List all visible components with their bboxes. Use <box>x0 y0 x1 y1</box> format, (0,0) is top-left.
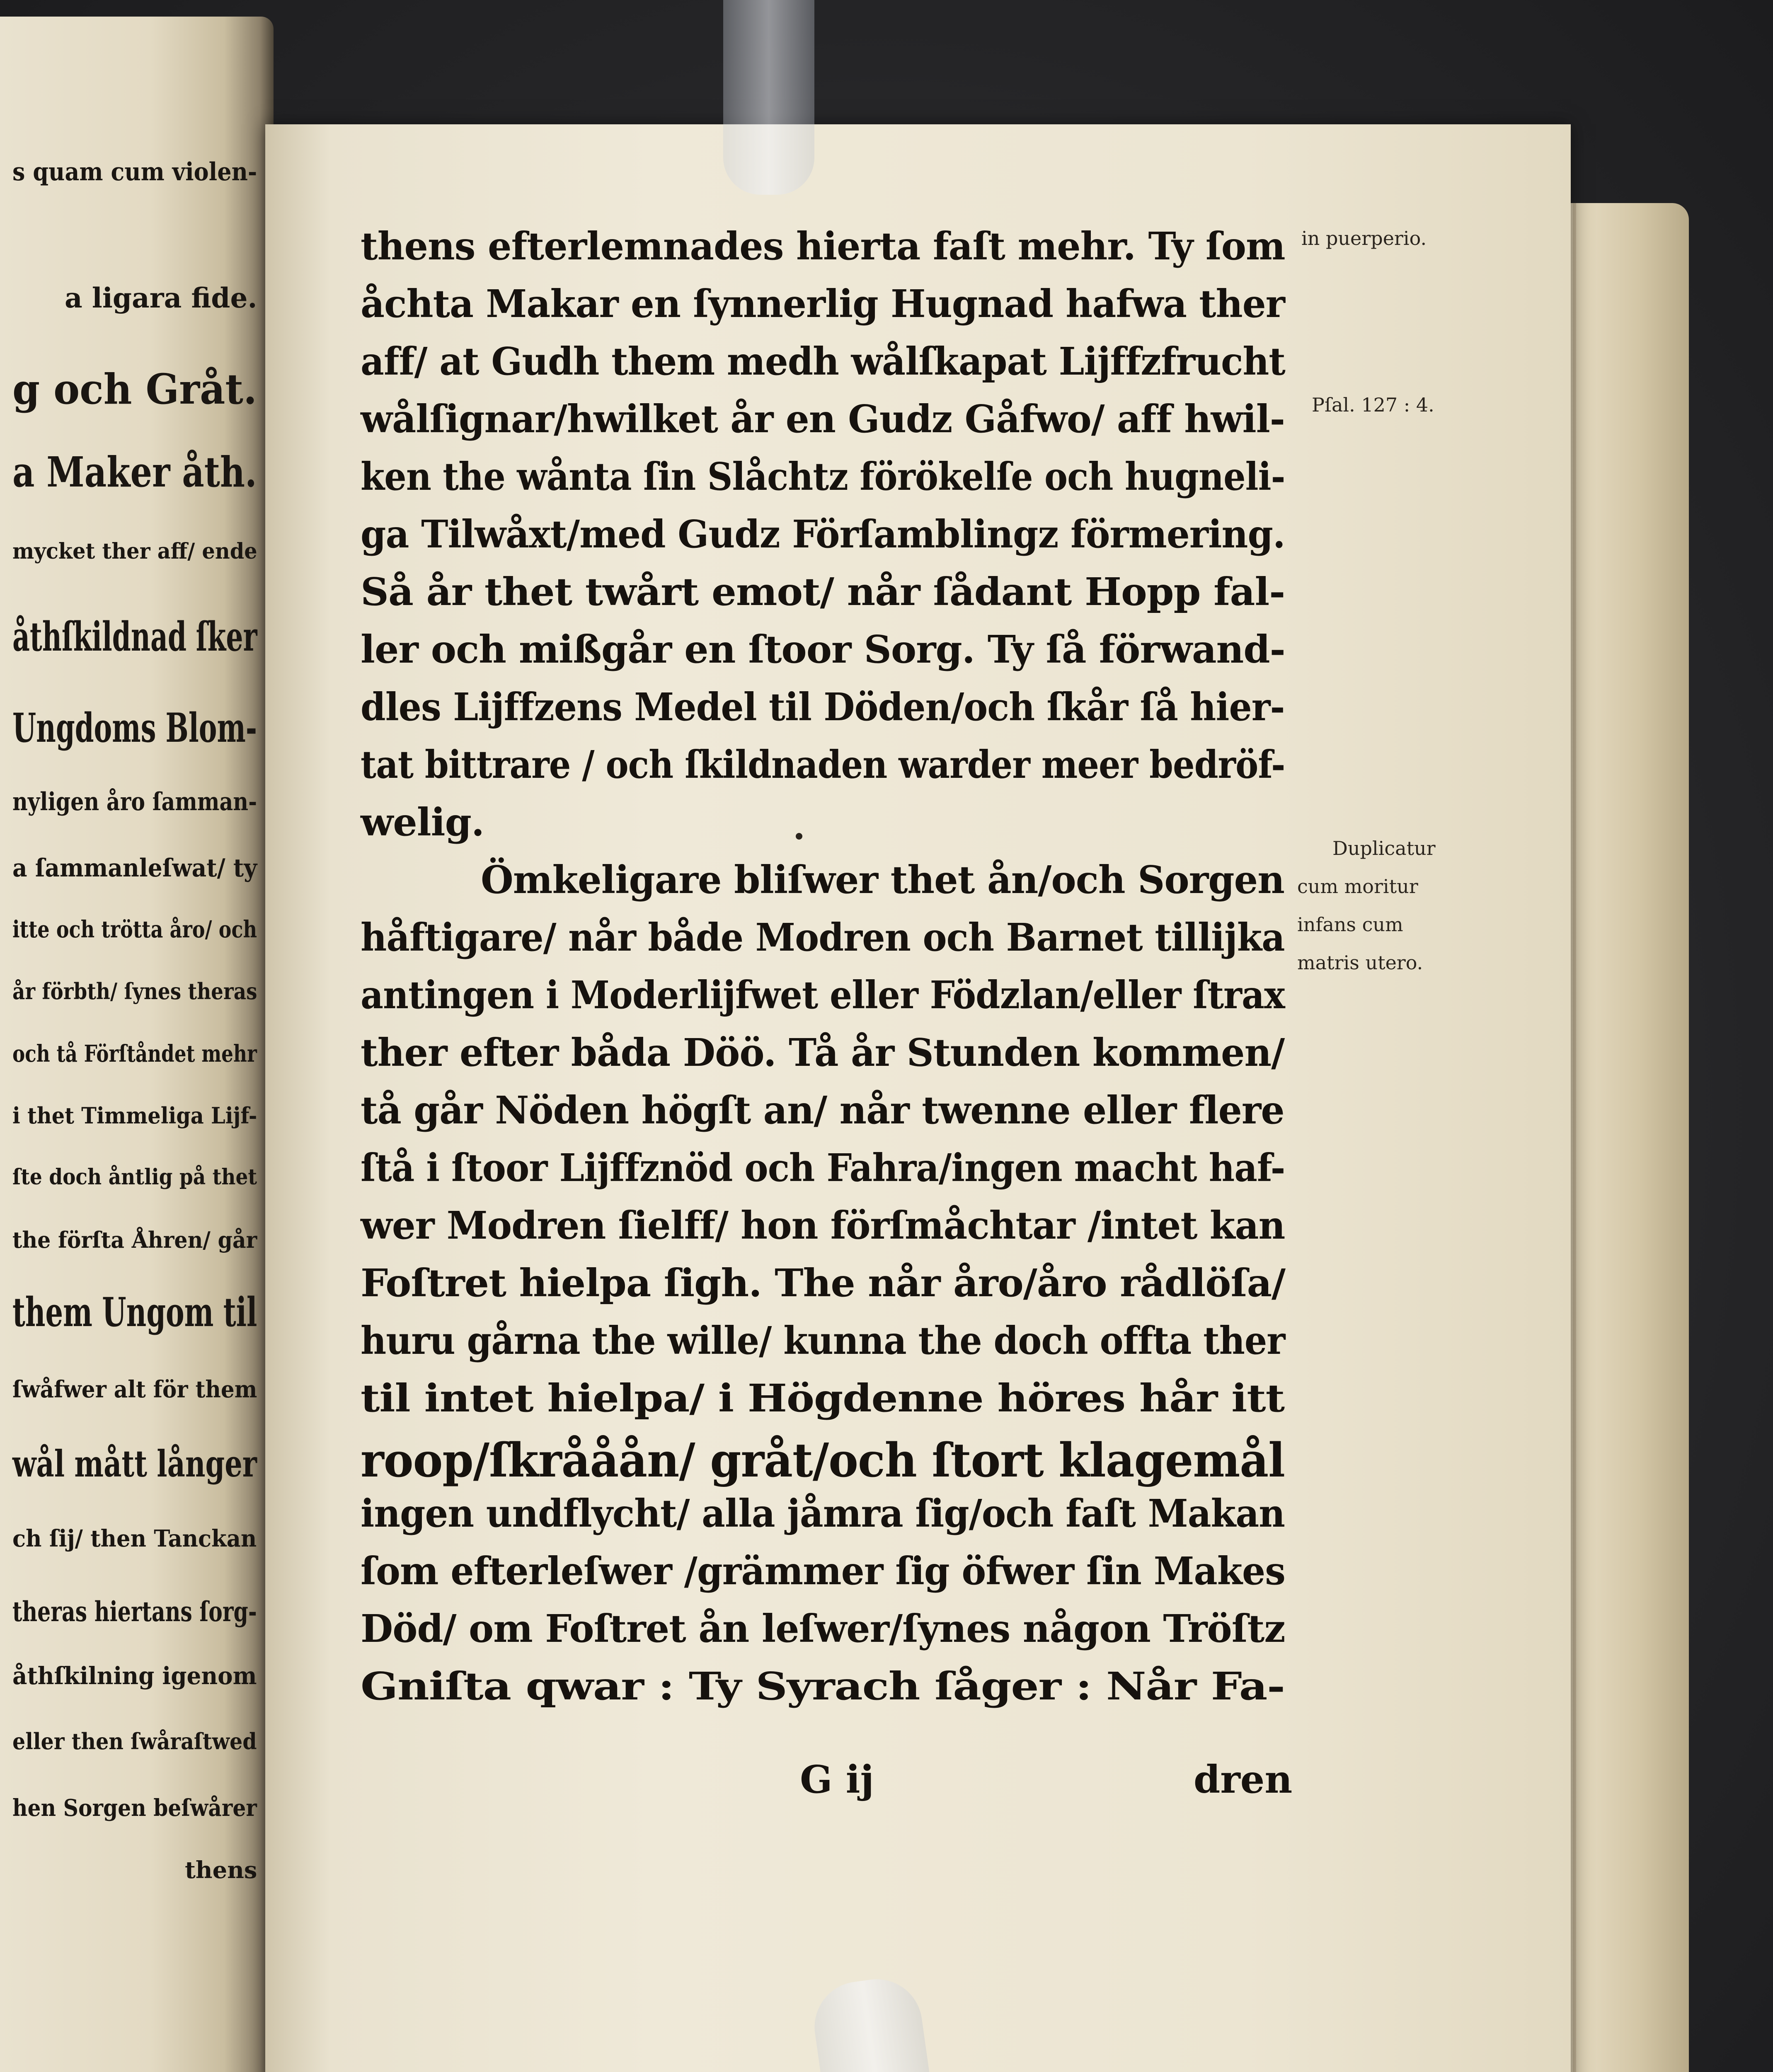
left-page-line: itte och trötta åro/ och <box>12 916 257 943</box>
left-page-line: a Maker åth. <box>12 448 257 496</box>
left-page-line: nyligen åro ſamman- <box>12 787 257 816</box>
text-line: ſom efterleſwer /grämmer ſig öfwer ſin Makes <box>361 1549 1286 1593</box>
left-page-line: the förſta Åhren/ går <box>12 1227 257 1253</box>
left-page-line: s quam cum violen- <box>12 157 257 186</box>
top-book-clip <box>723 0 814 195</box>
left-page-line: och tå Förſtåndet mehr <box>12 1040 257 1067</box>
text-line: åchta Makar en ſynnerlig Hugnad hafwa ther <box>361 281 1285 326</box>
text-line: dles Lijffzens Medel til Döden/och ſkår ſå hier- <box>361 685 1285 729</box>
text-line: aff/ at Gudh them medh wålſkapat Lijffzfrucht <box>361 339 1285 384</box>
catchword: dren <box>1194 1757 1293 1802</box>
text-line: Så år thet twårt emot/ når ſådant Hopp fal- <box>361 569 1285 614</box>
left-page-line: hen Sorgen beſwårer <box>12 1794 257 1822</box>
left-page-line: theras hiertans ſorg- <box>12 1595 257 1628</box>
margin-note-duplicatur-2: cum moritur <box>1297 875 1418 898</box>
emphasized-text-line: roop/ſkrååån/ gråt/och ſtort klagemål <box>361 1433 1285 1488</box>
left-page-line: ch ſij/ then Tanckan <box>12 1525 257 1552</box>
left-page-line: them Ungom til <box>12 1289 257 1336</box>
paragraph-start-line: Ömkeligare bliſwer thet ån/och Sorgen <box>481 857 1285 902</box>
text-line: tå går Nöden högſt an/ når twenne eller flere <box>361 1088 1284 1133</box>
signature-mark: G ij <box>800 1757 874 1802</box>
margin-note-duplicatur-3: infans cum <box>1297 913 1403 936</box>
left-page-line: g och Gråt. <box>12 365 257 414</box>
text-line: ga Tilwåxt/med Gudz Förſamblingz förmering. <box>361 512 1285 557</box>
text-line: håftigare/ når både Modren och Barnet tillijka <box>361 915 1285 960</box>
text-line: ingen undflycht/ alla jåmra ſig/och faſt Makan <box>361 1491 1285 1536</box>
text-line: Gniſta qwar : Ty Syrach ſåger : Når Fa- <box>361 1664 1285 1709</box>
margin-note-duplicatur-4: matris utero. <box>1297 951 1423 974</box>
left-page-line: ſte doch åntlig på thet <box>12 1164 257 1190</box>
text-line: huru gårna the wille/ kunna the doch offta ther <box>361 1318 1285 1363</box>
text-line: tat bittrare / och ſkildnaden warder meer bedröf- <box>361 742 1285 787</box>
left-page-line: Ungdoms Blom- <box>12 704 257 751</box>
text-line: ken the wånta ſin Slåchtz förökelſe och hugneli- <box>361 454 1285 499</box>
text-line: Foſtret hielpa ſigh. The når åro/åro rådlöſa/ <box>361 1261 1286 1305</box>
text-line: wålſignar/hwilket år en Gudz Gåfwo/ aff hwil- <box>361 397 1285 441</box>
text-line: welig. <box>361 800 484 845</box>
left-page-line: a ligara fide. <box>65 282 257 314</box>
text-line: Död/ om Foſtret ån leſwer/ſynes någon Tröſtz <box>361 1606 1285 1651</box>
left-page-line: i thet Timmeliga Lijf- <box>12 1102 257 1129</box>
text-line: ſtå i ſtoor Lijffznöd och Fahra/ingen macht haf- <box>361 1145 1285 1190</box>
ink-speck <box>796 833 802 840</box>
left-page-line: a ſammanleſwat/ ty <box>12 854 257 883</box>
text-line: antingen i Moderlijfwet eller Födzlan/eller ſtrax <box>361 973 1285 1017</box>
text-line: ler och mißgår en ſtoor Sorg. Ty ſå förwand- <box>361 627 1285 672</box>
margin-note-puerperio: in puerperio. <box>1301 227 1427 249</box>
left-page-line: åthſkilning igenom <box>12 1662 257 1690</box>
left-page-line: åthſkildnad ſker <box>12 613 257 660</box>
left-page-line: år förbth/ ſynes theras <box>12 978 257 1005</box>
margin-note-duplicatur-1: Duplicatur <box>1332 837 1436 859</box>
left-page-line: ſwåfwer alt för them <box>12 1376 257 1403</box>
left-page-line: thens <box>185 1857 257 1884</box>
text-line: til intet hielpa/ i Högdenne höres hår itt <box>361 1376 1285 1421</box>
left-page <box>0 17 274 2072</box>
left-page-line: eller then ſwåraſtwed <box>12 1728 257 1755</box>
page-block-edges <box>1565 203 1689 2072</box>
left-page-line: wål mått långer <box>12 1442 257 1485</box>
text-line: wer Modren ſielff/ hon förſmåchtar /intet kan <box>361 1203 1285 1248</box>
margin-note-psalm: Pſal. 127 : 4. <box>1312 394 1434 416</box>
text-line: ther efter båda Döö. Tå år Stunden kommen/ <box>361 1030 1285 1075</box>
left-page-line: mycket ther aff/ ende <box>12 539 257 564</box>
text-line: thens efterlemnades hierta faſt mehr. Ty ſom <box>361 224 1285 269</box>
